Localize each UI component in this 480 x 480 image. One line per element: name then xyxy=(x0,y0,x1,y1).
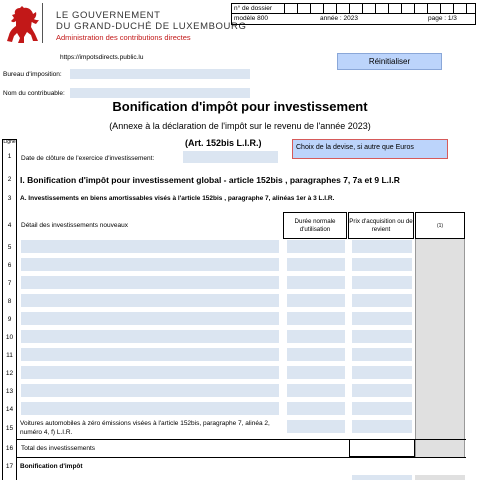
line-number: 17 xyxy=(5,463,14,470)
detail-label: Détail des investissements nouveaux xyxy=(21,222,128,229)
bonification-grey-cell xyxy=(415,475,465,480)
duree-input-11[interactable] xyxy=(287,348,345,361)
gov-title-line1: LE GOUVERNEMENT xyxy=(56,10,161,21)
prix-input-13[interactable] xyxy=(352,384,412,397)
detail-input-10[interactable] xyxy=(21,330,279,343)
zero-emission-label: Voitures automobiles à zéro émissions visées à l'article 152bis, paragraphe 7, alinéa 2, numéro 4, f) L.I.R. xyxy=(20,420,270,436)
section-a-title: A. Investissements en biens amortissables visés à l'article 152bis , paragraphe 7, alinéas 1er à 3 L.I.R. xyxy=(20,195,335,202)
form-subtitle: (Annexe à la déclaration de l'impôt sur le revenu de l'année 2023) xyxy=(109,121,371,131)
dossier-box xyxy=(231,3,476,25)
bonification-label: Bonification d'impôt xyxy=(20,463,83,470)
detail-input-13[interactable] xyxy=(21,384,279,397)
gov-title-line2: DU GRAND-DUCHÉ DE LUXEMBOURG xyxy=(56,21,247,32)
prix-input-5[interactable] xyxy=(352,240,412,253)
contribuable-label: Nom du contribuable: xyxy=(3,90,65,97)
line-number: 4 xyxy=(7,222,12,229)
detail-input-8[interactable] xyxy=(21,294,279,307)
total-label: Total des investissements xyxy=(21,445,96,452)
duree-input-13[interactable] xyxy=(287,384,345,397)
line-number: 10 xyxy=(5,334,14,341)
prix-input-7[interactable] xyxy=(352,276,412,289)
prix-input-10[interactable] xyxy=(352,330,412,343)
duree-input-6[interactable] xyxy=(287,258,345,271)
detail-input-12[interactable] xyxy=(21,366,279,379)
col-note-header: (1) xyxy=(415,212,465,239)
prix-input-6[interactable] xyxy=(352,258,412,271)
detail-input-7[interactable] xyxy=(21,276,279,289)
detail-input-9[interactable] xyxy=(21,312,279,325)
prix-input-15[interactable] xyxy=(352,420,412,433)
total-bottom-rule xyxy=(17,457,466,458)
prix-input-11[interactable] xyxy=(352,348,412,361)
ligne-header: Ligne xyxy=(3,139,16,145)
line-number: 1 xyxy=(7,153,12,160)
administration-name: Administration des contributions directes xyxy=(56,33,191,42)
dossier-info-row xyxy=(231,14,476,25)
line-number: 11 xyxy=(6,352,13,359)
line-number: 9 xyxy=(7,316,12,323)
prix-input-12[interactable] xyxy=(352,366,412,379)
closing-date-label: Date de clôture de l'exercice d'investissement: xyxy=(21,155,155,162)
line-number: 16 xyxy=(5,445,14,452)
page-indicator: page : 1/3 xyxy=(428,15,457,22)
contribuable-input[interactable] xyxy=(70,88,250,98)
duree-input-15[interactable] xyxy=(287,420,345,433)
modele-label: modèle 800 xyxy=(234,15,268,22)
bonification-input[interactable] xyxy=(352,475,412,480)
dossier-label: n° de dossier xyxy=(231,3,285,14)
total-value-cell xyxy=(349,439,415,457)
duree-input-14[interactable] xyxy=(287,402,345,415)
line-number: 2 xyxy=(7,176,12,183)
duree-input-10[interactable] xyxy=(287,330,345,343)
grey-column xyxy=(415,239,465,457)
detail-input-11[interactable] xyxy=(21,348,279,361)
duree-input-8[interactable] xyxy=(287,294,345,307)
line-number: 6 xyxy=(7,262,12,269)
detail-input-6[interactable] xyxy=(21,258,279,271)
duree-input-5[interactable] xyxy=(287,240,345,253)
duree-input-12[interactable] xyxy=(287,366,345,379)
line-number: 3 xyxy=(7,195,12,202)
line-number: 7 xyxy=(7,280,12,287)
dossier-number-cells[interactable] xyxy=(285,3,476,14)
bureau-label: Bureau d'imposition: xyxy=(3,71,62,78)
prix-input-14[interactable] xyxy=(352,402,412,415)
annee-label: année : 2023 xyxy=(320,15,358,22)
site-url: https://impotsdirects.public.lu xyxy=(60,54,144,61)
line-number: 12 xyxy=(5,370,14,377)
logo-divider xyxy=(42,3,43,43)
line-number: 5 xyxy=(7,244,12,251)
closing-date-input[interactable] xyxy=(183,151,278,163)
reset-button[interactable]: Réinitialiser xyxy=(337,53,442,70)
detail-input-14[interactable] xyxy=(21,402,279,415)
col-duree-header: Durée normale d'utilisation xyxy=(283,212,347,239)
duree-input-7[interactable] xyxy=(287,276,345,289)
detail-input-5[interactable] xyxy=(21,240,279,253)
prix-input-9[interactable] xyxy=(352,312,412,325)
line-number: 14 xyxy=(5,406,14,413)
line-number: 8 xyxy=(7,298,12,305)
duree-input-9[interactable] xyxy=(287,312,345,325)
bureau-input[interactable] xyxy=(70,69,250,79)
prix-input-8[interactable] xyxy=(352,294,412,307)
luxembourg-lion-logo xyxy=(6,5,40,45)
line-number: 13 xyxy=(5,388,14,395)
section-i-title: I. Bonification d'impôt pour investissement global - article 152bis , paragraphes 7, 7a et 9 L.I.R xyxy=(20,175,400,185)
article-reference: (Art. 152bis L.I.R.) xyxy=(185,138,262,148)
form-title: Bonification d'impôt pour investissement xyxy=(112,99,368,114)
currency-choice-field[interactable]: Choix de la devise, si autre que Euros xyxy=(292,139,448,159)
col-prix-header: Prix d'acquisition ou de revient xyxy=(348,212,414,239)
line-number: 15 xyxy=(5,425,14,432)
